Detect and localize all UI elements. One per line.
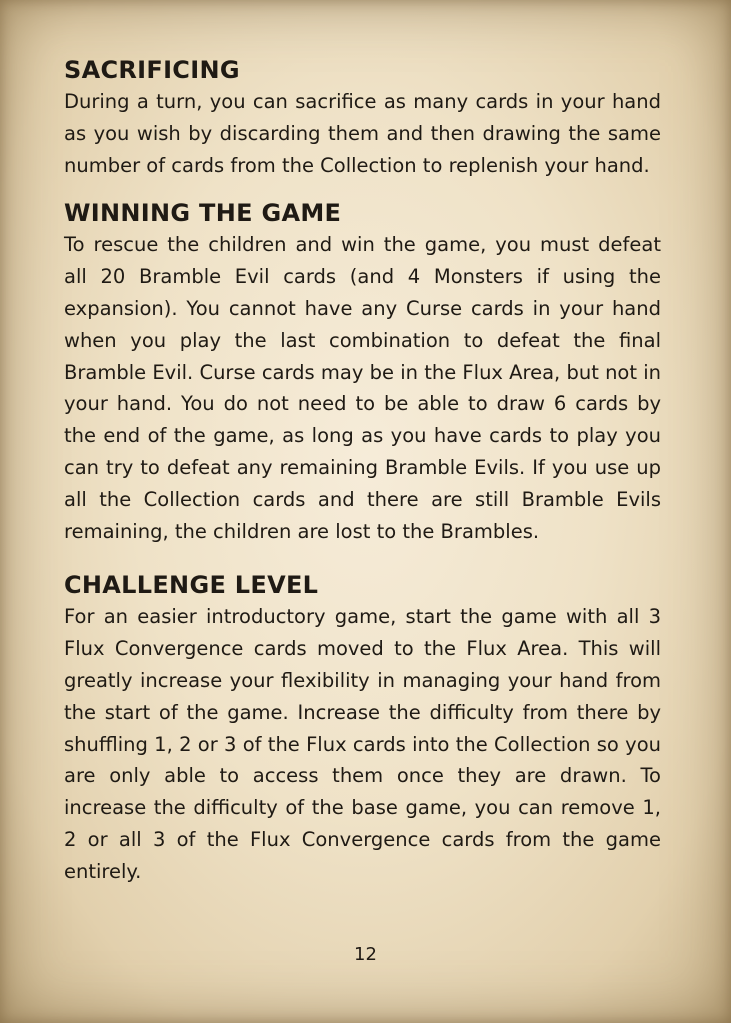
section-body: For an easier introductory game, start the game with all 3 Flux Convergence cards moved to the Flux Area. This will greatly increase your flexibility in managing your hand from the start of the game. Increase the difficulty from there by shuffling 1, 2 or 3 of the Flux cards into the Collection so you are only able to access them once they are drawn. To increase the difficulty of the base game, you can remove 1, 2 or all 3 of the Flux Convergence cards from the game entirely.: [64, 605, 661, 883]
section-heading: WINNING THE GAME: [64, 199, 342, 228]
spacer: [64, 547, 661, 569]
section-body: To rescue the children and win the game, you must defeat all 20 Bramble Evil cards (and 4 Monsters if using the expansion). You cannot have any Curse cards in your hand when you play the last combination to defeat the final Bramble Evil. Curse cards may be in the Flux Area, but not in your hand. You do not need to be able to draw 6 cards by the end of the game, as long as you have cards to play you can try to defeat any remaining Bramble Evils. If you use up all the Collection cards and there are still Bramble Evils remaining, the children are lost to the Brambles.: [64, 233, 661, 543]
section-winning-the-game: [64, 197, 661, 547]
section-sacrificing: [64, 54, 661, 181]
page-number: 12: [354, 944, 377, 965]
section-body: During a turn, you can sacrifice as many cards in your hand as you wish by discarding them and then drawing the same number of cards from the Collection to replenish your hand.: [64, 90, 661, 177]
section-heading: CHALLENGE LEVEL: [64, 571, 319, 600]
section-heading: SACRIFICING: [64, 56, 240, 84]
spacer: [64, 181, 661, 197]
page-content: [64, 54, 661, 888]
section-challenge-level: [64, 569, 661, 887]
